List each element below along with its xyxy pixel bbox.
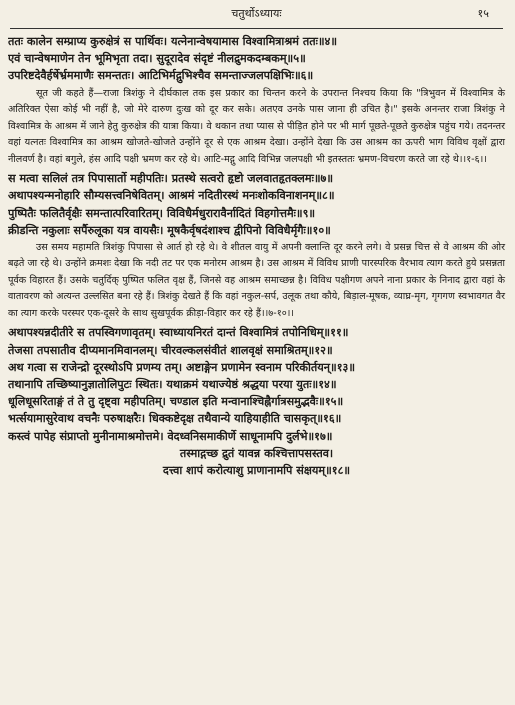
chapter-title: चतुर्थोऽध्यायः <box>231 7 282 20</box>
verse-group-18 <box>8 445 505 479</box>
page-header <box>8 0 505 28</box>
verse-line: अथ गत्वा स राजेन्द्रो दूरस्थोऽपि प्रणम्य तम्। अष्टाङ्गेन प्रणामेन स्वनाम परिकीर्तयन्॥१३॥ <box>8 360 356 374</box>
verse-line: उपरिष्टदेवैर्हर्षेर्भ्रममाणैः समन्ततः। आटिभिर्मद्गुभिश्चैव समन्ताज्जलपक्षिभिः॥६॥ <box>8 69 314 83</box>
verse-line: भर्त्सयामासुरेवाथ वचनैः परुषाक्षरैः। धिक्कष्टेदृक्ष तथैवान्ये याहियाहीति चासकृत्॥१६॥ <box>8 412 342 426</box>
verse-line: क्रीडन्ति नकुलाः सर्पैरुलूका यत्र वायसैः। मूषकैर्वृषदंशाश्च द्वीपिनो विविधैर्मृगैः॥१०॥ <box>8 223 331 237</box>
verse-line: तेजसा तपसातीव दीप्यमानमिवानलम्। चीरवल्कलसंवीतं शालवृक्षं समाश्रितम्॥१२॥ <box>8 343 333 357</box>
verse-line: धूलिधूसरिताङ्गं तं ते तु दृष्ट्वा महीपतिम्। चण्डाल इति मन्वानाश्चिह्नैर्गात्रसमुद्भवैः॥१५॥ <box>8 395 344 409</box>
verse-group-7-10 <box>8 170 505 239</box>
verse-line: अथापश्यन्नदीतीरे स तपस्विगणावृतम्। स्वाध्यायनिरतं दान्तं विश्वामित्रं तपोनिधिम्॥११॥ <box>8 326 349 340</box>
verse-line: तथानापि तच्छिष्यानुज्ञातोलिपुटः स्थितः। यथाक्रमं यथाज्येष्ठं श्रद्धया परया युतः॥१४॥ <box>8 378 337 392</box>
verse-line: तस्माद्गच्छ द्रुतं यावन्न कश्चित्तापसस्तव। <box>179 446 334 460</box>
translation-paragraph-1-6: सूत जी कहते हैं—राजा त्रिशंकु ने दीर्घकाल तक इस प्रकार का चिन्तन करने के उपरान्त निश्चय किया कि "त्रिभुवन में विश्वामित्र के अतिरिक्त ऐसा कोई भी नहीं है, जो मेरे दारुण दुःख को दूर कर सके। अतएव उनके पास जाना ही उचित है।" इसके अनन्तर राजा त्रिशंकु ने विश्वामित्र के आश्रम में जाने हेतु कुरुक्षेत्र की यात्रा किया। वे थकान तथा प्यास से पीड़ित होने पर भी मार्ग पूछते-पूछते कुरुक्षेत्र पहुंच गये। तदनन्तर वहां यत्नतः विश्वामित्र का आश्रम खोजते-खोजते उन्होंने दूर से एक आश्रम देखा। उन्होंने देखा कि उस आश्रम का ऊपरी भाग विविध वृक्षों द्वारा नीलवर्ण है। वहां बगुले, हंस आदि पक्षी भ्रमण कर रहे थे। आटि-मद्गु आदि विभिन्न जलपक्षी भी इतस्ततः भ्रमण-विचरण करते जा रहे थे।।१-६।। <box>8 87 505 165</box>
verse-line: ततः कालेन सम्प्राप्य कुरुक्षेत्रं स पार्थिवः। यत्नेनान्वेषयामास विश्वामित्राश्रमं ततः॥४॥ <box>8 35 338 48</box>
verse-line: स मत्वा सलिलं तत्र पिपासार्तो महीपतिः। प्रतस्थे सत्वरो हृष्टो जलवातहृतक्लमः॥७॥ <box>8 172 334 186</box>
translation-paragraph-7-10: उस समय महामति त्रिशंकु पिपासा से आर्त हो रहे थे। वे शीतल वायु में अपनी क्लान्ति दूर करने लगे। वे प्रसन्न चित्त से वे आश्रम की ओर बढ़ते जा रहे थे। उन्होंने क्रमशः देखा कि नदी तट पर एक मनोरम आश्रम है। उस आश्रम में विविध प्राणी पारस्परिक वैरभाव त्याग करते हुये प्रसन्नता पूर्वक विहारत हैं। उसके चतुर्दिक् पुष्पित फलित वृक्ष हैं, जिनसे वह आश्रम समाच्छन्न है। विविध पक्षीगण अपने नाना प्रकार के निनाद द्वारा वहां के वातावरण को अत्यन्त उल्लसित बना रहे हैं। त्रिशंकु देखते हैं कि वहां नकुल-सर्प, उलूक तथा कौये, बिड़ाल-मूषक, व्याघ्र-मृग, गृगगण स्वभावगत वैर का त्याग करके परस्पर एक-दूसरे के साथ सुखपूर्वक क्रीड़ा-विहार कर रहे हैं।।७-१०।। <box>8 241 505 319</box>
page-number: १५ <box>477 7 489 20</box>
verse-group-11-17 <box>8 324 505 444</box>
verse-group-4-6 <box>8 33 505 85</box>
header-rule <box>10 28 503 29</box>
verse-line: अथापश्यन्मनोहारि सौम्यसत्त्वनिषेवितम्। आश्रमं नदितीरस्थं मनःशोकविनाशनम्॥८॥ <box>8 189 335 203</box>
verse-line: कस्त्वं पापेह संप्राप्तो मुनीनामाश्रमोत्तमे। वेदध्वनिसमाकीर्णे साधूनामपि दुर्लभे॥१७॥ <box>8 429 333 443</box>
verse-line: एवं चान्वेषमाणेन तेन भूमिभृता तदा। सुदूरादेव संदृष्टं नीलद्रुमकदम्बकम्॥५॥ <box>8 52 306 66</box>
verse-line: दत्त्वा शापं करोत्याशु प्राणानामपि संक्षयम्॥१८॥ <box>162 464 351 478</box>
verse-line: पुष्पितैः फलितैर्वृक्षैः समन्तात्परिवारितम्। विविधैर्मधुरारावैर्नादितं विहगोत्तमैः॥९॥ <box>8 206 316 220</box>
